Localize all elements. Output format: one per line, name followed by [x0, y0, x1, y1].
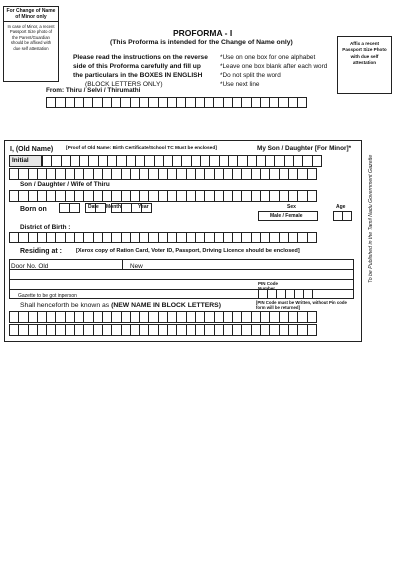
age-label: Age [336, 204, 346, 210]
form-subtitle: (This Proforma is intended for the Change of Name only) [110, 39, 293, 46]
photo-box [337, 36, 392, 94]
gazette-inperson-label: Gazette to be got inperson [18, 293, 77, 299]
from-label: From: Thiru / Selvi / Thirumathi [46, 87, 141, 94]
new-name-emphasis: (NEW NAME IN BLOCK LETTERS) [111, 302, 221, 309]
photo-box-text: Affix a recent Passport Size Photo with due self attestation [342, 41, 387, 66]
old-name-label: I, (Old Name) [10, 146, 54, 153]
pin-code-grid[interactable] [258, 289, 312, 299]
instruction-line: *Do not split the word [220, 72, 281, 79]
old-name-proof-note: [Proof of Old Name: Birth Certificate/School TC Must be enclosed] [66, 146, 217, 151]
letter-box[interactable] [307, 311, 317, 323]
new-name-grid-2[interactable] [9, 324, 316, 336]
instruction-line: the particulars in the BOXES IN ENGLISH [73, 72, 203, 79]
district-grid[interactable] [9, 232, 316, 243]
age-grid[interactable] [333, 211, 351, 221]
address-divider [122, 259, 123, 269]
letter-box[interactable] [307, 232, 317, 243]
gazette-side-text: To be Published in the Tamil Nadu Government Gazette [368, 154, 374, 283]
new-name-grid-1[interactable] [9, 311, 316, 323]
instruction-line: *Use on one box for one alphabet [220, 54, 316, 61]
letter-box[interactable] [297, 97, 307, 108]
pin-code-warning: [PIN Code must be Written, without Pin code form will be returned] [256, 300, 347, 310]
from-name-grid[interactable] [46, 97, 306, 108]
letter-box[interactable] [69, 203, 80, 213]
old-name-grid-2[interactable] [9, 168, 316, 180]
instruction-line: side of this Proforma carefully and fill up [73, 63, 201, 70]
instruction-line: Please read the instructions on the reverse [73, 54, 208, 61]
year-label: Year [138, 204, 149, 210]
instructions-left [73, 53, 208, 89]
new-door-label: New [130, 263, 143, 270]
old-name-grid-1[interactable] [42, 155, 321, 167]
new-name-prefix: Shall henceforth be known as [20, 302, 110, 309]
instruction-line: *Use next line [220, 81, 260, 88]
residing-label: Residing at : [20, 248, 63, 255]
date-label: Date [88, 204, 99, 210]
minor-box-title: For Change of Name of Minor only [4, 7, 58, 22]
letter-box[interactable] [307, 190, 317, 202]
initial-label: Initial [12, 157, 29, 164]
district-label: District of Birth : [20, 224, 71, 231]
minor-photo-box [3, 6, 59, 82]
instruction-line: *Leave one box blank after each word [220, 63, 328, 70]
parent-label: Son / Daughter / Wife of Thiru [20, 181, 110, 188]
pin-code-label: PIN Code [258, 281, 279, 286]
door-no-label: Door No. Old [11, 263, 49, 270]
minor-box-text: In case of Minor, a recent Passport Size photo of the Parent/Guardian should be affixed with due self attestation [7, 24, 55, 51]
letter-box[interactable] [307, 168, 317, 180]
parent-name-grid[interactable] [9, 190, 316, 202]
instructions-right [220, 53, 327, 89]
month-label: Month [106, 204, 121, 210]
letter-box[interactable] [312, 155, 322, 167]
sex-label: Sex [287, 204, 296, 210]
born-on-label: Born on [20, 206, 47, 213]
address-line [9, 269, 354, 270]
letter-box[interactable] [307, 324, 317, 336]
letter-box[interactable] [303, 289, 313, 299]
instruction-line: (BLOCK LETTERS ONLY) [85, 81, 163, 88]
form-title: PROFORMA - I [173, 28, 233, 38]
address-line [9, 279, 354, 280]
residing-proof-note: [Xerox copy of Ration Card, Voter ID, Passport, Driving Licence should be enclosed] [76, 248, 300, 254]
sex-options: Male / Female [270, 213, 303, 219]
minor-relation-label: My Son / Daughter [For Minor]* [257, 145, 352, 152]
new-name-label [20, 302, 221, 309]
letter-box[interactable] [342, 211, 352, 221]
